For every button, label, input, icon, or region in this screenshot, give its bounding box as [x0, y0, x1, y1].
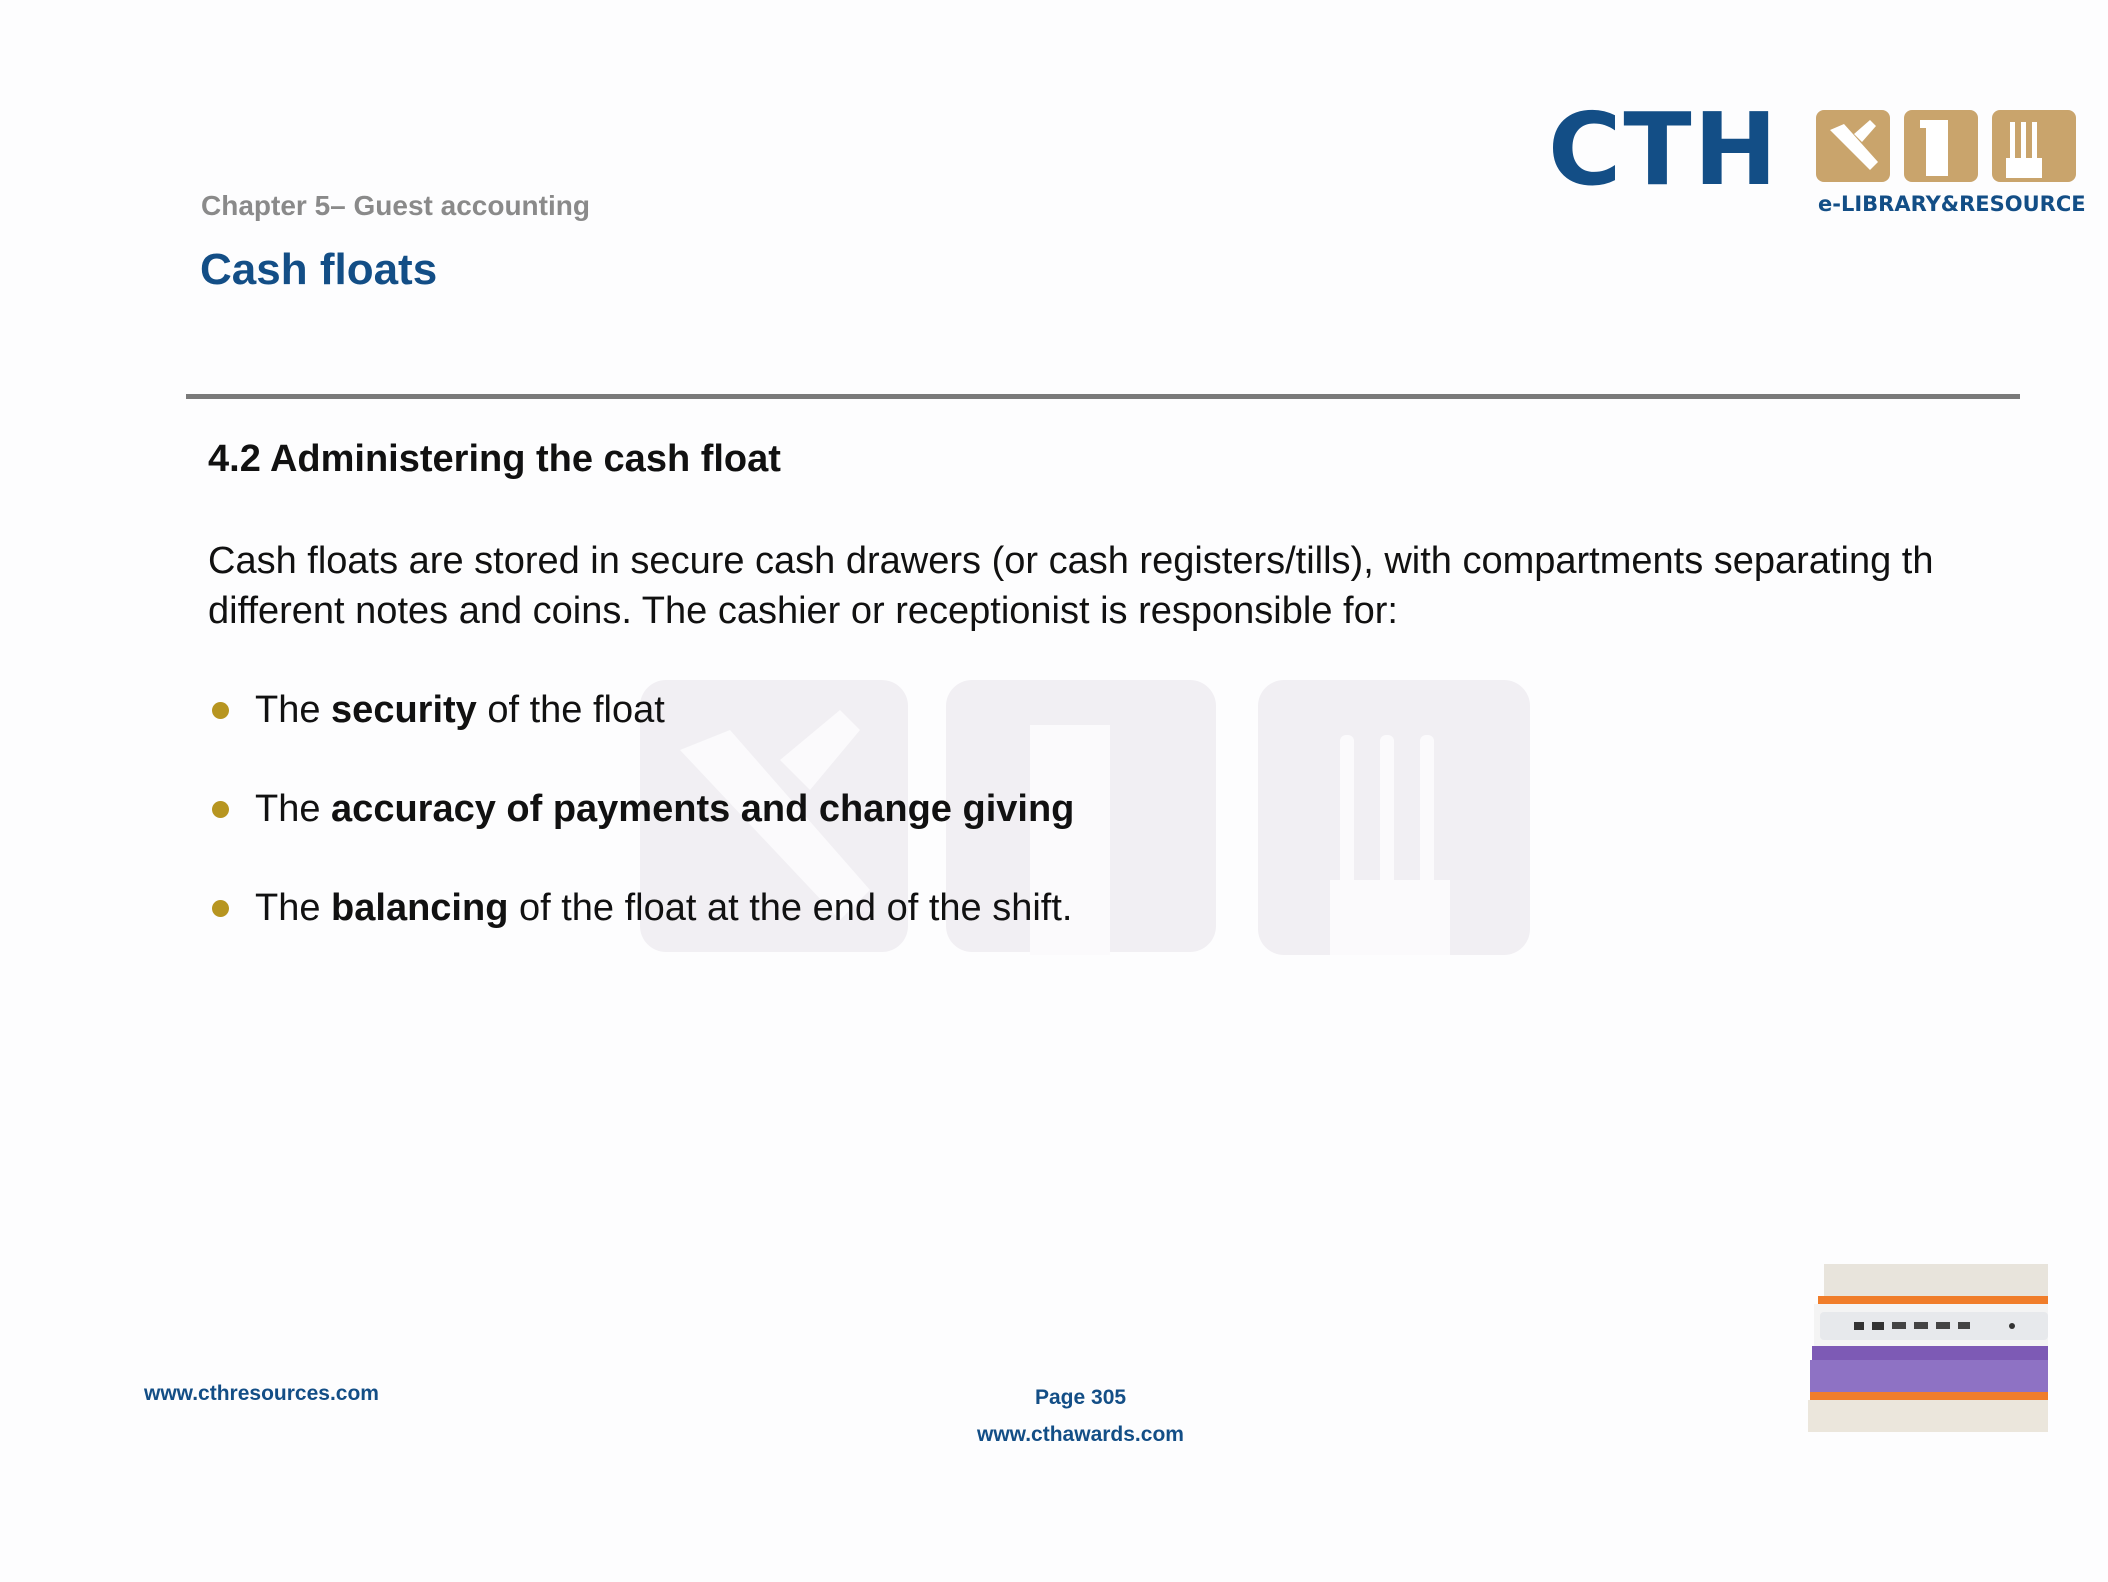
bullet-dot-icon — [212, 900, 229, 917]
header-divider — [186, 394, 2020, 399]
bullet-emphasis: accuracy of payments and change giving — [331, 788, 1075, 830]
bullet-dot-icon — [212, 801, 229, 818]
stacked-books-image — [1806, 1264, 2048, 1432]
paragraph-line: Cash floats are stored in secure cash drawers (or cash registers/tills), with compartments separating th — [208, 540, 1934, 582]
list-item: The balancing of the float at the end of the shift. — [208, 886, 1074, 985]
logo-subtitle: e-LIBRARY&RESOURCE — [1818, 192, 2086, 216]
paragraph-line: different notes and coins. The cashier or receptionist is responsible for: — [208, 590, 1398, 632]
bullet-emphasis: balancing — [331, 887, 509, 929]
list-item: The accuracy of payments and change giving — [208, 787, 1074, 886]
list-item: The security of the float — [208, 688, 1074, 787]
responsibility-list — [208, 688, 1074, 985]
chapter-label: Chapter 5– Guest accounting — [201, 190, 590, 221]
page-title: Cash floats — [200, 245, 438, 294]
section-subheading: 4.2 Administering the cash float — [208, 438, 781, 480]
cth-logo — [1548, 91, 2086, 220]
footer-resources-link[interactable]: www.cthresources.com — [144, 1382, 379, 1405]
logo-tiles-icon — [1816, 110, 2076, 182]
bullet-emphasis: security — [331, 689, 477, 731]
logo-letters: CTH — [1548, 91, 1780, 208]
page-number: Page 305 — [1035, 1386, 1127, 1409]
bullet-dot-icon — [212, 702, 229, 719]
footer-awards-link[interactable]: www.cthawards.com — [977, 1423, 1184, 1446]
body-paragraph — [208, 536, 2108, 636]
